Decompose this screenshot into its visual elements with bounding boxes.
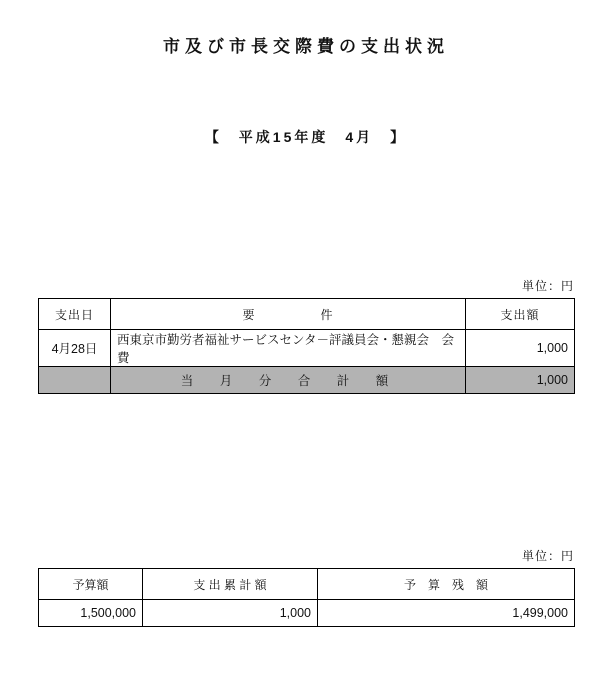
column-header-budget: 予算額 bbox=[39, 569, 143, 600]
expense-table bbox=[38, 298, 575, 394]
cell-remaining-amount: 1,499,000 bbox=[318, 600, 575, 627]
page-title: 市及び市長交際費の支出状況 bbox=[163, 37, 449, 56]
unit-label-budget: 単位：円 bbox=[521, 549, 574, 563]
column-header-date: 支出日 bbox=[39, 299, 111, 330]
cell-description: 西東京市勤労者福祉サービスセンタ－評議員会・懇親会 会費 bbox=[111, 330, 466, 367]
cell-cumulative-amount: 1,000 bbox=[143, 600, 318, 627]
column-header-remaining: 予 算 残 額 bbox=[318, 569, 575, 600]
unit-label-expense: 単位：円 bbox=[521, 279, 574, 293]
budget-table bbox=[38, 568, 575, 627]
table-total-row bbox=[39, 367, 575, 394]
cell-total-amount: 1,000 bbox=[466, 367, 575, 394]
cell-amount: 1,000 bbox=[466, 330, 575, 367]
column-header-amount: 支出額 bbox=[466, 299, 575, 330]
cell-date: 4月28日 bbox=[39, 330, 111, 367]
cell-total-label: 当 月 分 合 計 額 bbox=[111, 367, 466, 394]
budget-value-row bbox=[39, 600, 575, 627]
table-row bbox=[39, 330, 575, 367]
cell-budget-amount: 1,500,000 bbox=[39, 600, 143, 627]
cell-total-spacer bbox=[39, 367, 111, 394]
budget-header-row bbox=[39, 569, 575, 600]
column-header-description: 要 件 bbox=[111, 299, 466, 330]
column-header-cumulative: 支 出 累 計 額 bbox=[143, 569, 318, 600]
page-subtitle: 【 平成15年度 4月 】 bbox=[204, 129, 408, 145]
table-header-row bbox=[39, 299, 575, 330]
